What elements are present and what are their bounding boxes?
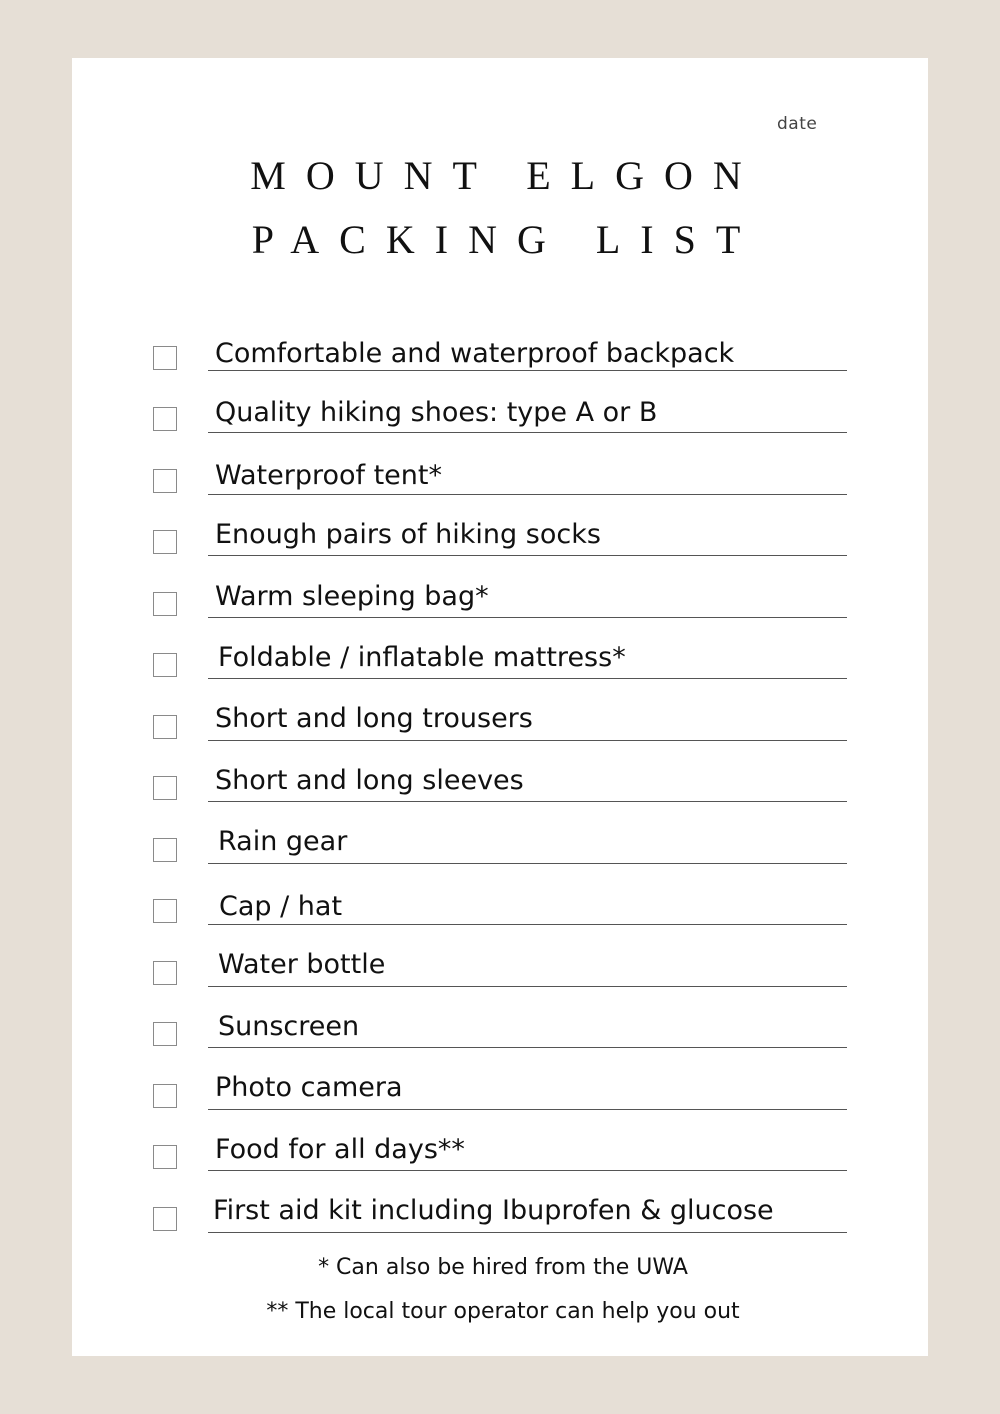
- item-label: Short and long sleeves: [215, 765, 524, 796]
- list-item: [72, 949, 928, 1014]
- write-line: [208, 801, 847, 802]
- item-checkbox[interactable]: [153, 407, 177, 431]
- write-line: [208, 432, 847, 433]
- write-line: [208, 1170, 847, 1171]
- item-checkbox[interactable]: [153, 961, 177, 985]
- item-checkbox[interactable]: [153, 1084, 177, 1108]
- footnote-tour-operator: ** The local tour operator can help you out: [266, 1299, 740, 1324]
- list-item: [72, 703, 928, 768]
- item-label: Food for all days**: [215, 1134, 465, 1165]
- list-item: [72, 642, 928, 707]
- list-item: [72, 1134, 928, 1199]
- item-label: Quality hiking shoes: type A or B: [215, 397, 658, 428]
- write-line: [208, 370, 847, 371]
- item-label: Enough pairs of hiking socks: [215, 519, 601, 550]
- list-item: [72, 826, 928, 891]
- list-item: [72, 891, 928, 953]
- list-item: [72, 399, 928, 461]
- item-label: First aid kit including Ibuprofen & glucose: [213, 1195, 774, 1226]
- date-label: date: [777, 114, 818, 134]
- write-line: [208, 924, 847, 925]
- list-item: [72, 765, 928, 830]
- list-item: [72, 1072, 928, 1137]
- item-checkbox[interactable]: [153, 653, 177, 677]
- item-checkbox[interactable]: [153, 592, 177, 616]
- item-checkbox[interactable]: [153, 346, 177, 370]
- item-checkbox[interactable]: [153, 1207, 177, 1231]
- item-checkbox[interactable]: [153, 1022, 177, 1046]
- write-line: [208, 494, 847, 495]
- item-label: Rain gear: [218, 826, 348, 857]
- write-line: [208, 1109, 847, 1110]
- item-checkbox[interactable]: [153, 715, 177, 739]
- write-line: [208, 678, 847, 679]
- list-item: [72, 519, 928, 584]
- list-item: [72, 460, 928, 522]
- write-line: [208, 740, 847, 741]
- write-line: [208, 986, 847, 987]
- page-title-line-2: PACKING LIST: [251, 217, 761, 262]
- write-line: [208, 617, 847, 618]
- list-item: [72, 1195, 928, 1260]
- item-checkbox[interactable]: [153, 838, 177, 862]
- footnote-hire: * Can also be hired from the UWA: [318, 1255, 688, 1280]
- item-label: Water bottle: [218, 949, 386, 980]
- item-label: Warm sleeping bag*: [215, 581, 489, 612]
- list-item: [72, 1011, 928, 1076]
- item-checkbox[interactable]: [153, 899, 177, 923]
- item-label: Waterproof tent*: [215, 460, 442, 491]
- item-checkbox[interactable]: [153, 1145, 177, 1169]
- item-label: Foldable / inflatable mattress*: [218, 642, 626, 673]
- item-checkbox[interactable]: [153, 469, 177, 493]
- item-label: Short and long trousers: [215, 703, 533, 734]
- item-label: Comfortable and waterproof backpack: [215, 338, 735, 369]
- write-line: [208, 555, 847, 556]
- write-line: [208, 1232, 847, 1233]
- page-title-line-1: MOUNT ELGON: [250, 153, 762, 198]
- item-label: Photo camera: [215, 1072, 403, 1103]
- list-item: [72, 583, 928, 645]
- item-checkbox[interactable]: [153, 530, 177, 554]
- packing-list-sheet: [72, 58, 928, 1356]
- list-item: [72, 338, 928, 400]
- item-label: Sunscreen: [218, 1011, 360, 1042]
- item-label: Cap / hat: [219, 891, 343, 922]
- write-line: [208, 863, 847, 864]
- write-line: [208, 1047, 847, 1048]
- item-checkbox[interactable]: [153, 776, 177, 800]
